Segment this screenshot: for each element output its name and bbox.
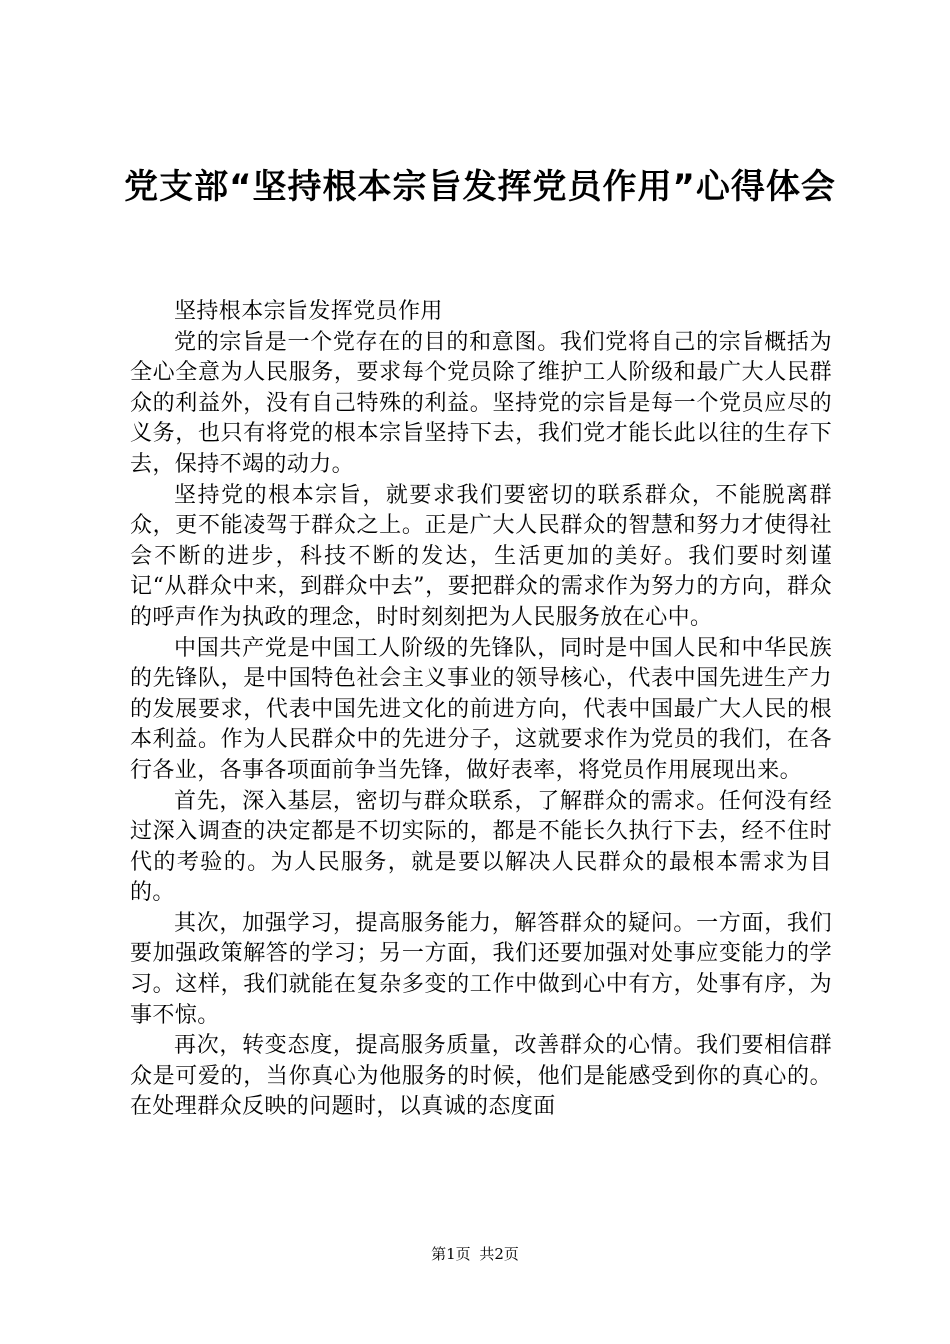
paragraph: 其次，加强学习，提高服务能力，解答群众的疑问。一方面，我们要加强政策解答的学习；另一方面，我们还要加强对处事应变能力的学习。这样，我们就能在复杂多变的工作中做到心中有方，处事有序，为事不惊。 [130,910,832,1028]
paragraph: 再次，转变态度，提高服务质量，改善群众的心情。我们要相信群众是可爱的，当你真心为他服务的时候，他们是能感受到你的真心的。在处理群众反映的问题时，以真诚的态度面 [130,1033,832,1120]
page-total: 共2页 [479,1245,519,1263]
paragraph: 党的宗旨是一个党存在的目的和意图。我们党将自己的宗旨概括为全心全意为人民服务，要求每个党员除了维护工人阶级和最广大人民群众的利益外，没有自己特殊的利益。坚持党的宗旨是每一个党员应尽的义务，也只有将党的根本宗旨坚持下去，我们党才能长此以往的生存下去，保持不竭的动力。 [130,329,832,477]
document-body [130,297,832,1123]
paragraph: 坚持党的根本宗旨，就要求我们要密切的联系群众，不能脱离群众，更不能凌驾于群众之上。正是广大人民群众的智慧和努力才使得社会不断的进步，科技不断的发达，生活更加的美好。我们要时刻谨记“从群众中来，到群众中去”，要把群众的需求作为努力的方向，群众的呼声作为执政的理念，时时刻刻把为人民服务放在心中。 [130,482,832,630]
paragraph: 首先，深入基层，密切与群众联系，了解群众的需求。任何没有经过深入调查的决定都是不切实际的，都是不能长久执行下去，经不住时代的考验的。为人民服务，就是要以解决人民群众的最根本需求为目的。 [130,788,832,906]
page-footer [0,1244,950,1264]
page-number: 第1页 [431,1245,471,1263]
paragraph: 坚持根本宗旨发挥党员作用 [174,299,443,324]
document-title: 党支部“坚持根本宗旨发挥党员作用”心得体会 [124,167,836,207]
paragraph: 中国共产党是中国工人阶级的先锋队，同时是中国人民和中华民族的先锋队，是中国特色社会主义事业的领导核心，代表中国先进生产力的发展要求，代表中国先进文化的前进方向，代表中国最广大人民的根本利益。作为人民群众中的先进分子，这就要求作为党员的我们，在各行各业，各事各项面前争当先锋，做好表率，将党员作用展现出来。 [130,635,832,783]
